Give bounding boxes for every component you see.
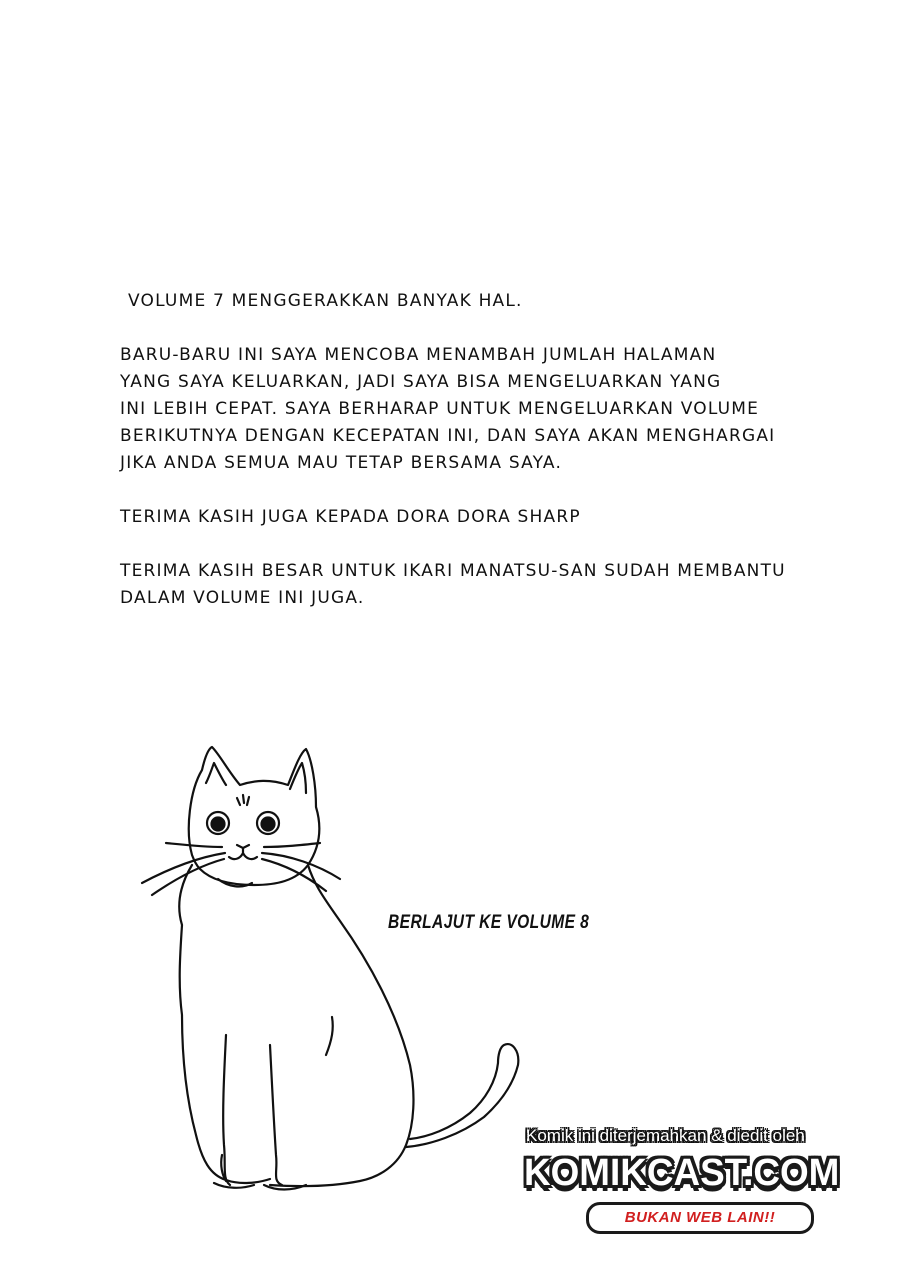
notes-paragraph: VOLUME 7 MENGGERAKKAN BANYAK HAL.: [128, 291, 523, 311]
credit-line: Komik ini diterjemahkan & diedit oleh: [526, 1126, 805, 1145]
credit-logo: KOMIKCAST.COM: [524, 1152, 840, 1194]
continue-label: BERLAJUT KE VOLUME 8: [388, 912, 590, 933]
cat-drawing-icon: [130, 735, 540, 1205]
notes-paragraph: BARU-BARU INI SAYA MENCOBA MENAMBAH JUMLAH HALAMAN YANG SAYA KELUARKAN, JADI SAYA BISA MENGELUARKAN YANG INI LEBIH CEPAT. SAYA BERHARAP UNTUK MENGELUARKAN VOLUME BERIKUTNYA DENGAN KECEPATAN INI, DAN SAYA AKAN MENGHARGAI JIKA ANDA SEMUA MAU TETAP BERSAMA SAYA.: [120, 345, 776, 473]
notes-paragraph: TERIMA KASIH JUGA KEPADA DORA DORA SHARP: [120, 507, 581, 527]
author-notes: [120, 288, 820, 639]
credit-tagline: BUKAN WEB LAIN!!: [586, 1202, 814, 1234]
scanlation-credit: [520, 1122, 880, 1232]
notes-paragraph: TERIMA KASIH BESAR UNTUK IKARI MANATSU-SAN SUDAH MEMBANTU DALAM VOLUME INI JUGA.: [120, 561, 786, 608]
